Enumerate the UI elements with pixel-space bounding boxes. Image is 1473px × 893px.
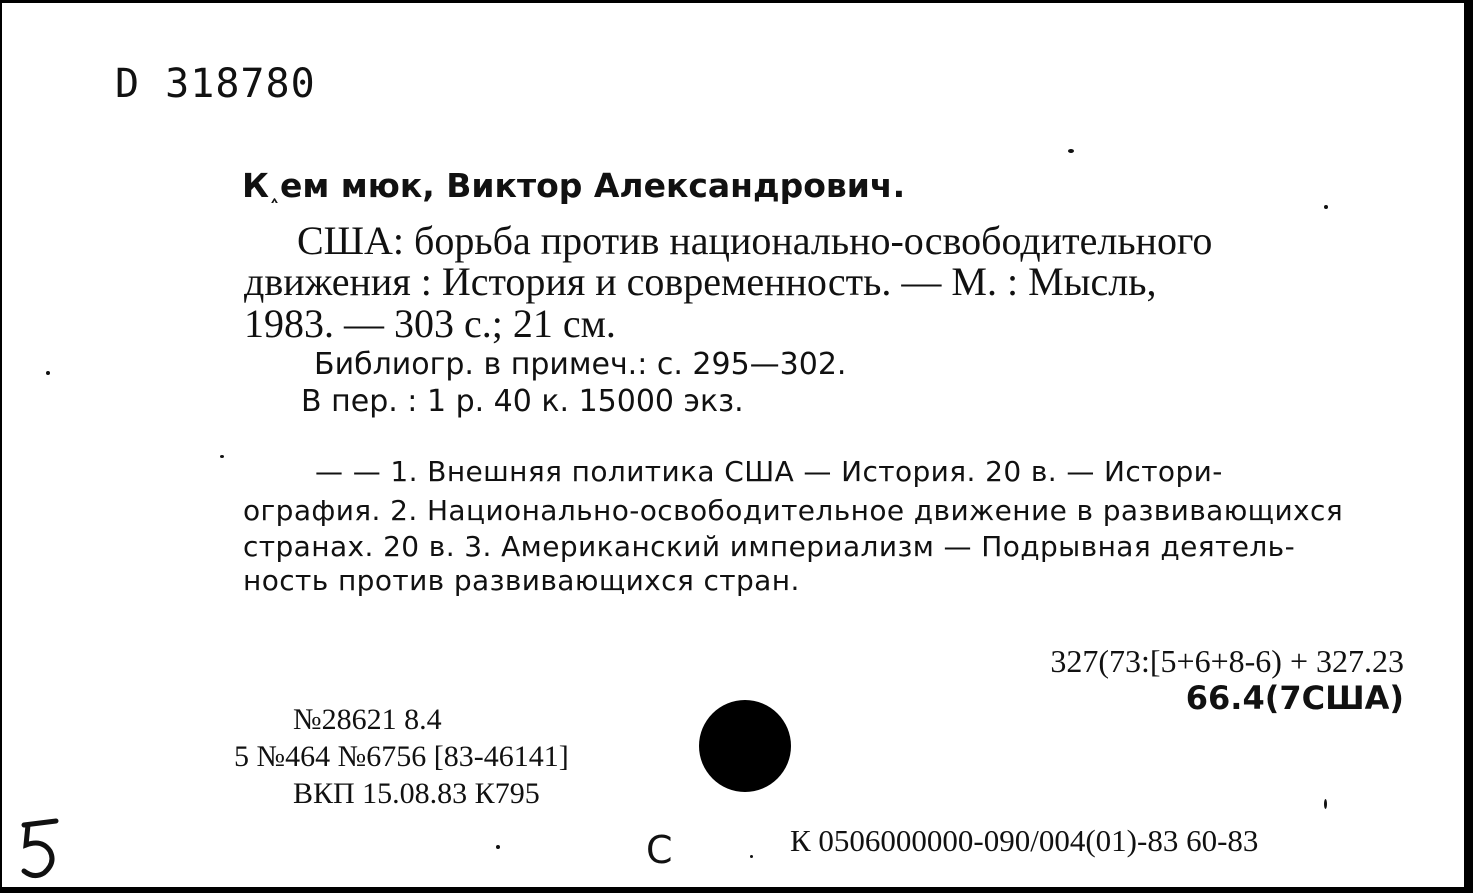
bbk-classification: 66.4(7США) bbox=[1185, 679, 1404, 717]
subject-line-3: странах. 20 в. 3. Американский империализм — Подрывная деятель- bbox=[243, 530, 1296, 563]
isbn-line: К 0506000000-090/004(01)-83 60-83 bbox=[790, 823, 1259, 858]
catalog-number: D 318780 bbox=[115, 61, 316, 107]
speck-mark bbox=[46, 371, 50, 375]
speck-mark bbox=[750, 855, 753, 858]
letter-c: С bbox=[646, 828, 673, 872]
title-line-3: 1983. — 303 с.; 21 см. bbox=[244, 301, 616, 346]
price-circulation-note: В пер. : 1 р. 40 к. 15000 экз. bbox=[301, 384, 744, 419]
udc-classification: 327(73:[5+6+8-6) + 327.23 bbox=[1050, 643, 1404, 679]
registry-code: №28621 8.4 bbox=[293, 703, 442, 736]
handwritten-mark-icon bbox=[16, 815, 64, 881]
bibliography-note: Библиогр. в примеч.: с. 295—302. bbox=[314, 347, 847, 382]
speck-mark bbox=[220, 455, 224, 458]
subject-line-4: ность против развивающихся стран. bbox=[243, 564, 800, 597]
order-code: 5 №464 №6756 [83-46141] bbox=[234, 740, 569, 773]
subject-line-1: — — 1. Внешняя политика США — История. 20 в. — Истори- bbox=[315, 455, 1223, 488]
catalog-card bbox=[2, 3, 1464, 887]
speck-mark bbox=[496, 845, 500, 849]
subject-line-2: ография. 2. Национально-освободительное движение в развивающихся bbox=[243, 494, 1344, 527]
vkp-code: ВКП 15.08.83 К795 bbox=[293, 777, 540, 810]
author-name: К˰ем мюк, Виктор Александрович. bbox=[242, 166, 906, 205]
speck-mark bbox=[1068, 149, 1074, 153]
speck-mark bbox=[1324, 799, 1327, 809]
punch-hole bbox=[699, 700, 791, 792]
speck-mark bbox=[1324, 205, 1328, 209]
title-line-1: США: борьба против национально-освободительного bbox=[297, 218, 1213, 263]
title-line-2: движения : История и современность. — М. : Мысль, bbox=[244, 259, 1157, 304]
